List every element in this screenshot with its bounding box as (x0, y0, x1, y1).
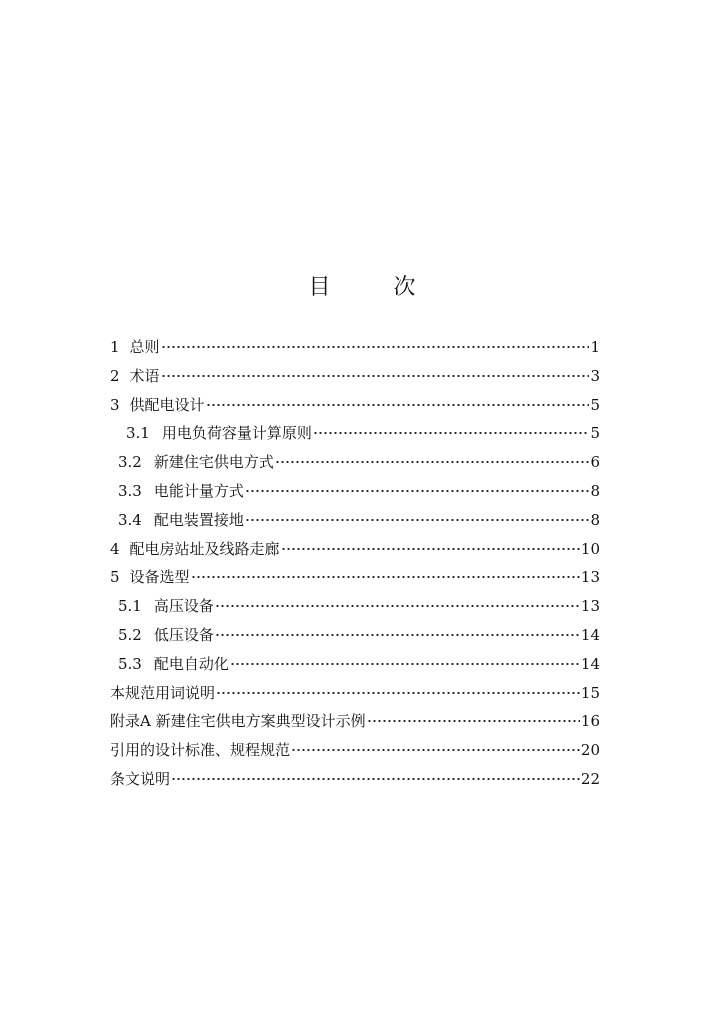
dot-leader (191, 575, 580, 579)
toc-entry-number: 5 (110, 568, 120, 587)
toc-entry[interactable] (110, 624, 600, 653)
dot-leader (245, 489, 590, 493)
toc-entry-page: 8 (590, 510, 600, 529)
toc-entry-label: 电能计量方式 (153, 481, 244, 500)
toc-entry-page: 14 (580, 625, 600, 644)
toc-entry-label: 总则 (129, 338, 160, 356)
toc-entry[interactable] (110, 538, 600, 567)
toc-entry[interactable] (110, 566, 600, 595)
dot-leader (171, 777, 580, 781)
toc-entry-page: 16 (580, 712, 600, 731)
toc-entry[interactable] (110, 394, 600, 423)
toc-entry[interactable] (110, 682, 600, 711)
dot-leader (275, 460, 590, 464)
toc-entry-number: 5.3 (118, 654, 142, 673)
toc-entry-page: 14 (580, 654, 600, 673)
toc-entry-page: 5 (590, 424, 600, 443)
dot-leader (206, 403, 590, 407)
toc-entry-page: 6 (590, 453, 600, 472)
toc-entry-label: 用电负荷容量计算原则 (161, 424, 312, 443)
toc-entry-number: 3 (110, 395, 120, 414)
dot-leader (161, 374, 590, 378)
dot-leader (161, 345, 590, 349)
toc-entry-label: 设备选型 (129, 568, 190, 587)
toc-entry[interactable] (110, 768, 600, 797)
toc-entry-number: 2 (110, 366, 120, 385)
toc-entry[interactable] (110, 480, 600, 509)
toc-entry-number: 5.2 (118, 625, 142, 644)
dot-leader (313, 431, 590, 435)
toc-entry-page: 8 (590, 481, 600, 500)
dot-leader (215, 633, 580, 637)
dot-leader (281, 547, 580, 551)
dot-leader (245, 518, 590, 522)
toc-entry-page: 20 (580, 741, 600, 760)
toc-entry-number: 5.1 (118, 597, 142, 616)
toc-entry-label: 供配电设计 (129, 395, 205, 414)
toc-entry-label: 高压设备 (153, 597, 214, 616)
toc-entry-page: 13 (580, 568, 600, 587)
dot-leader (215, 604, 580, 608)
toc-entry[interactable] (110, 595, 600, 624)
toc-entry-page: 3 (590, 366, 600, 385)
toc-entry-page: 1 (590, 338, 600, 356)
toc-entry[interactable] (110, 710, 600, 739)
toc-entry[interactable] (110, 653, 600, 682)
toc-entry-label: 引用的设计标准、规程规范 (110, 741, 291, 760)
toc-entry-number: 4 (110, 539, 120, 558)
toc-entry-page: 15 (580, 683, 600, 702)
toc-entry[interactable] (110, 336, 600, 365)
toc-entry-label: 附录A 新建住宅供电方案典型设计示例 (110, 712, 366, 731)
toc-entry-number: 1 (110, 338, 120, 356)
toc-entry-label: 配电装置接地 (153, 510, 244, 529)
toc-entry-page: 22 (580, 769, 600, 788)
page-title: 目 次 (308, 275, 444, 300)
toc-entry[interactable] (110, 739, 600, 768)
toc-list (110, 336, 600, 797)
dot-leader (216, 691, 580, 695)
toc-entry[interactable] (110, 365, 600, 394)
toc-entry[interactable] (110, 422, 600, 451)
toc-entry[interactable] (110, 509, 600, 538)
toc-entry-page: 13 (580, 597, 600, 616)
toc-entry-label: 新建住宅供电方式 (153, 453, 274, 472)
toc-entry-label: 条文说明 (110, 769, 171, 788)
toc-entry-page: 10 (580, 539, 600, 558)
toc-entry[interactable] (110, 451, 600, 480)
toc-entry-number: 3.3 (118, 481, 142, 500)
toc-entry-label: 低压设备 (153, 625, 214, 644)
toc-entry-label: 配电房站址及线路走廊 (129, 539, 280, 558)
toc-entry-number: 3.4 (118, 510, 142, 529)
dot-leader (291, 748, 580, 752)
dot-leader (230, 662, 580, 666)
dot-leader (367, 719, 580, 723)
toc-entry-label: 术语 (129, 366, 160, 385)
toc-entry-number: 3.2 (118, 453, 142, 472)
toc-entry-page: 5 (590, 395, 600, 414)
toc-entry-label: 本规范用词说明 (110, 683, 216, 702)
toc-entry-label: 配电自动化 (153, 654, 229, 673)
toc-entry-number: 3.1 (126, 424, 150, 443)
